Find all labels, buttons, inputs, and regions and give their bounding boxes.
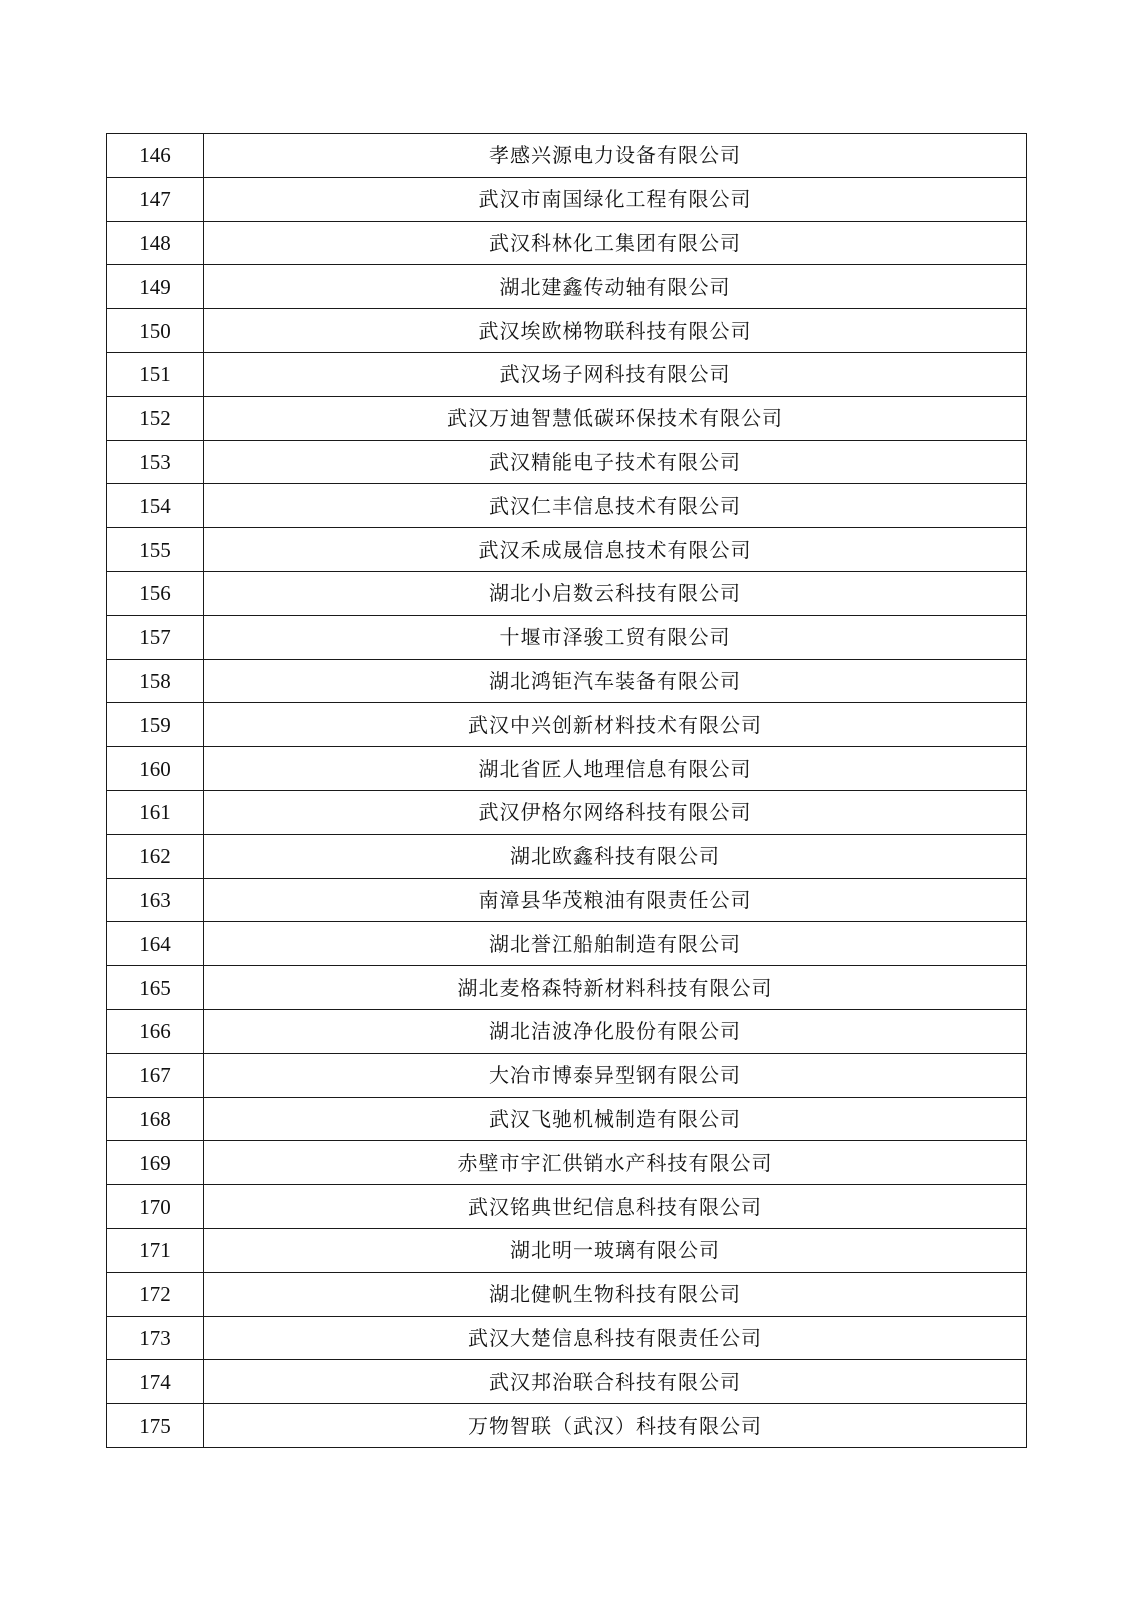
table-row — [107, 1316, 1027, 1360]
row-number-cell: 153 — [107, 440, 204, 484]
table-row — [107, 922, 1027, 966]
company-name-cell: 湖北鸿钜汽车装备有限公司 — [204, 659, 1027, 703]
row-number-cell: 149 — [107, 265, 204, 309]
company-name-cell: 武汉铭典世纪信息科技有限公司 — [204, 1185, 1027, 1229]
table-row — [107, 1404, 1027, 1448]
row-number-cell: 155 — [107, 528, 204, 572]
row-number-cell: 165 — [107, 966, 204, 1010]
row-number-cell: 156 — [107, 571, 204, 615]
company-name-cell: 湖北洁波净化股份有限公司 — [204, 1009, 1027, 1053]
table-row — [107, 352, 1027, 396]
company-name-cell: 武汉伊格尔网络科技有限公司 — [204, 790, 1027, 834]
company-name-cell: 武汉市南国绿化工程有限公司 — [204, 177, 1027, 221]
table-row — [107, 265, 1027, 309]
table-row — [107, 396, 1027, 440]
company-name-cell: 武汉邦治联合科技有限公司 — [204, 1360, 1027, 1404]
company-name-cell: 赤壁市宇汇供销水产科技有限公司 — [204, 1141, 1027, 1185]
table-row — [107, 966, 1027, 1010]
table-row — [107, 1228, 1027, 1272]
company-name-cell: 湖北明一玻璃有限公司 — [204, 1228, 1027, 1272]
company-name-cell: 南漳县华茂粮油有限责任公司 — [204, 878, 1027, 922]
company-name-cell: 大冶市博泰异型钢有限公司 — [204, 1053, 1027, 1097]
row-number-cell: 163 — [107, 878, 204, 922]
company-name-cell: 武汉大楚信息科技有限责任公司 — [204, 1316, 1027, 1360]
company-name-cell: 武汉中兴创新材料技术有限公司 — [204, 703, 1027, 747]
company-name-cell: 武汉科林化工集团有限公司 — [204, 221, 1027, 265]
row-number-cell: 147 — [107, 177, 204, 221]
row-number-cell: 166 — [107, 1009, 204, 1053]
table-row — [107, 834, 1027, 878]
table-row — [107, 1185, 1027, 1229]
row-number-cell: 159 — [107, 703, 204, 747]
company-name-cell: 万物智联（武汉）科技有限公司 — [204, 1404, 1027, 1448]
company-name-cell: 十堰市泽骏工贸有限公司 — [204, 615, 1027, 659]
company-name-cell: 武汉禾成晟信息技术有限公司 — [204, 528, 1027, 572]
row-number-cell: 169 — [107, 1141, 204, 1185]
table-row — [107, 528, 1027, 572]
company-name-cell: 湖北欧鑫科技有限公司 — [204, 834, 1027, 878]
row-number-cell: 168 — [107, 1097, 204, 1141]
row-number-cell: 171 — [107, 1228, 204, 1272]
company-name-cell: 湖北健帆生物科技有限公司 — [204, 1272, 1027, 1316]
table-row — [107, 440, 1027, 484]
table-row — [107, 703, 1027, 747]
company-name-cell: 武汉飞驰机械制造有限公司 — [204, 1097, 1027, 1141]
company-name-cell: 武汉埃欧梯物联科技有限公司 — [204, 309, 1027, 353]
row-number-cell: 150 — [107, 309, 204, 353]
table-row — [107, 221, 1027, 265]
row-number-cell: 160 — [107, 747, 204, 791]
table-row — [107, 615, 1027, 659]
company-name-cell: 武汉万迪智慧低碳环保技术有限公司 — [204, 396, 1027, 440]
row-number-cell: 148 — [107, 221, 204, 265]
row-number-cell: 161 — [107, 790, 204, 834]
table-row — [107, 659, 1027, 703]
row-number-cell: 152 — [107, 396, 204, 440]
row-number-cell: 173 — [107, 1316, 204, 1360]
row-number-cell: 154 — [107, 484, 204, 528]
row-number-cell: 151 — [107, 352, 204, 396]
table-body — [107, 134, 1027, 1448]
table-row — [107, 1009, 1027, 1053]
company-name-cell: 湖北建鑫传动轴有限公司 — [204, 265, 1027, 309]
table-row — [107, 1097, 1027, 1141]
row-number-cell: 170 — [107, 1185, 204, 1229]
row-number-cell: 162 — [107, 834, 204, 878]
row-number-cell: 175 — [107, 1404, 204, 1448]
table-row — [107, 309, 1027, 353]
row-number-cell: 172 — [107, 1272, 204, 1316]
table-row — [107, 1360, 1027, 1404]
company-list-table — [106, 133, 1027, 1448]
row-number-cell: 157 — [107, 615, 204, 659]
row-number-cell: 167 — [107, 1053, 204, 1097]
company-name-cell: 武汉精能电子技术有限公司 — [204, 440, 1027, 484]
table-row — [107, 1053, 1027, 1097]
row-number-cell: 164 — [107, 922, 204, 966]
row-number-cell: 146 — [107, 134, 204, 178]
table-row — [107, 571, 1027, 615]
row-number-cell: 158 — [107, 659, 204, 703]
table-row — [107, 747, 1027, 791]
table-row — [107, 878, 1027, 922]
table-row — [107, 1272, 1027, 1316]
table-row — [107, 177, 1027, 221]
company-name-cell: 湖北小启数云科技有限公司 — [204, 571, 1027, 615]
company-name-cell: 湖北誉江船舶制造有限公司 — [204, 922, 1027, 966]
company-name-cell: 湖北麦格森特新材料科技有限公司 — [204, 966, 1027, 1010]
company-name-cell: 武汉仁丰信息技术有限公司 — [204, 484, 1027, 528]
company-name-cell: 湖北省匠人地理信息有限公司 — [204, 747, 1027, 791]
table-row — [107, 1141, 1027, 1185]
table-row — [107, 790, 1027, 834]
company-name-cell: 武汉场子网科技有限公司 — [204, 352, 1027, 396]
table-row — [107, 484, 1027, 528]
table-row — [107, 134, 1027, 178]
company-name-cell: 孝感兴源电力设备有限公司 — [204, 134, 1027, 178]
row-number-cell: 174 — [107, 1360, 204, 1404]
